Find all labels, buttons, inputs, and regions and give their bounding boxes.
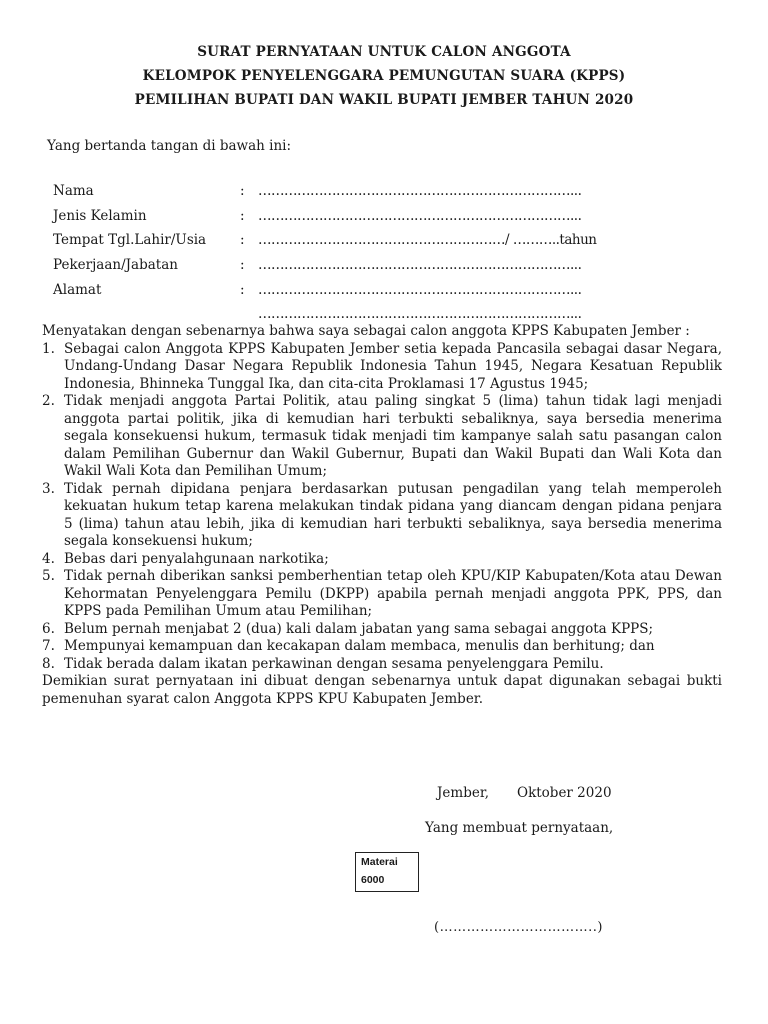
- list-number: 8.: [42, 655, 55, 672]
- list-item-text: Sebagai calon Anggota KPPS Kabupaten Jember setia kepada Pancasila sebagai dasar Negara, Undang-Undang Dasar Negara Republik Indonesia Tahun 1945, Negara Kesatuan Republik Indonesia, Bhinneka Tunggal Ika, dan cita-cita Proklamasi 17 Agustus 1945;: [64, 340, 722, 392]
- field-label: Tempat Tgl.Lahir/Usia: [53, 232, 207, 248]
- stamp-label: Materai: [361, 856, 398, 868]
- field-colon: :: [240, 257, 245, 273]
- list-item-text: Mempunyai kemampuan dan kecakapan dalam membaca, menulis dan berhitung; dan: [64, 638, 655, 654]
- list-item: [42, 341, 722, 394]
- list-item-text: Tidak berada dalam ikatan perkawinan dengan sesama penyelenggara Pemilu.: [64, 655, 604, 672]
- list-item: [42, 568, 722, 621]
- list-item-text: Bebas dari penyalahgunaan narkotika;: [64, 550, 329, 567]
- list-item: [42, 481, 722, 551]
- closing-text: Demikian surat pernyataan ini dibuat dengan sebenarnya untuk dapat digunakan sebagai bukti pemenuhan syarat calon Anggota KPPS KPU Kabupaten Jember.: [42, 673, 722, 707]
- list-number: 6.: [42, 620, 55, 637]
- list-item: [42, 621, 722, 639]
- list-item-text: Belum pernah menjabat 2 (dua) kali dalam jabatan yang sama sebagai anggota KPPS;: [64, 620, 654, 637]
- field-label: Jenis Kelamin: [53, 208, 147, 224]
- document-title-line-2: KELOMPOK PENYELENGGARA PEMUNGUTAN SUARA (KPPS): [142, 68, 626, 84]
- field-blank: ………………………………………………………………...: [258, 306, 582, 322]
- field-label: Alamat: [53, 282, 102, 298]
- document-title-line-1: SURAT PERNYATAAN UNTUK CALON ANGGOTA: [197, 44, 571, 60]
- statement-text: Menyatakan dengan sebenarnya bahwa saya sebagai calon anggota KPPS Kabupaten Jember :: [42, 323, 690, 339]
- field-blank: ………………………………………………………………...: [258, 183, 582, 199]
- list-item-text: Tidak menjadi anggota Partai Politik, atau paling singkat 5 (lima) tahun tidak lagi menjadi anggota partai politik, jika di kemudian hari terbukti sebaliknya, saya bersedia menerima segala konsekuensi hukum, termasuk tidak menjadi tim kampanye salah satu pasangan calon dalam Pemilihan Gubernur dan Wakil Gubernur, Bupati dan Wakil Bupati dan Wali Kota dan Wakil Wali Kota dan Pemilihan Umum;: [64, 393, 722, 479]
- field-label: Pekerjaan/Jabatan: [53, 257, 178, 273]
- list-item: [42, 638, 722, 656]
- list-number: 1.: [42, 340, 55, 357]
- list-item: [42, 656, 722, 674]
- signature-place-date: [437, 785, 612, 801]
- field-colon: :: [240, 208, 245, 224]
- list-number: 4.: [42, 550, 55, 567]
- statement-list: [42, 341, 722, 674]
- materai-stamp: [355, 852, 419, 892]
- list-number: 3.: [42, 480, 55, 497]
- field-blank: ………………………………………………………………...: [258, 282, 582, 298]
- intro-text: Yang bertanda tangan di bawah ini:: [47, 138, 292, 154]
- field-blank: ………………………………………………………………...: [258, 257, 582, 273]
- field-label: Nama: [53, 183, 94, 199]
- signature-date: Oktober 2020: [517, 785, 612, 801]
- list-number: 2.: [42, 393, 55, 409]
- field-colon: :: [240, 282, 245, 298]
- list-number: 7.: [42, 638, 55, 654]
- field-blank: ………………………………………………………………...: [258, 208, 582, 224]
- field-colon: :: [240, 232, 245, 248]
- signature-name-placeholder: (……………………………..): [434, 920, 603, 935]
- field-blank: …………………………………………………/ ………..tahun: [258, 232, 597, 248]
- signature-role: Yang membuat pernyataan,: [425, 820, 614, 836]
- list-item-text: Tidak pernah diberikan sanksi pemberhentian tetap oleh KPU/KIP Kabupaten/Kota atau Dewan Kehormatan Penyelenggara Pemilu (DKPP) apabila pernah menjadi anggota PPK, PPS, dan KPPS pada Pemilihan Umum atau Pemilihan;: [64, 568, 722, 619]
- signature-city: Jember,: [437, 785, 490, 801]
- document-title-line-3: PEMILIHAN BUPATI DAN WAKIL BUPATI JEMBER TAHUN 2020: [134, 92, 634, 108]
- statement-body: [42, 323, 722, 708]
- list-number: 5.: [42, 568, 55, 584]
- list-item: [42, 393, 722, 481]
- list-item: [42, 551, 722, 569]
- stamp-value: 6000: [361, 874, 385, 886]
- field-colon: :: [240, 183, 245, 199]
- list-item-text: Tidak pernah dipidana penjara berdasarkan putusan pengadilan yang telah memperoleh kekuatan hukum tetap karena melakukan tindak pidana yang diancam dengan pidana penjara 5 (lima) tahun atau lebih, jika di kemudian hari terbukti sebaliknya, saya bersedia menerima segala konsekuensi hukum;: [64, 480, 722, 549]
